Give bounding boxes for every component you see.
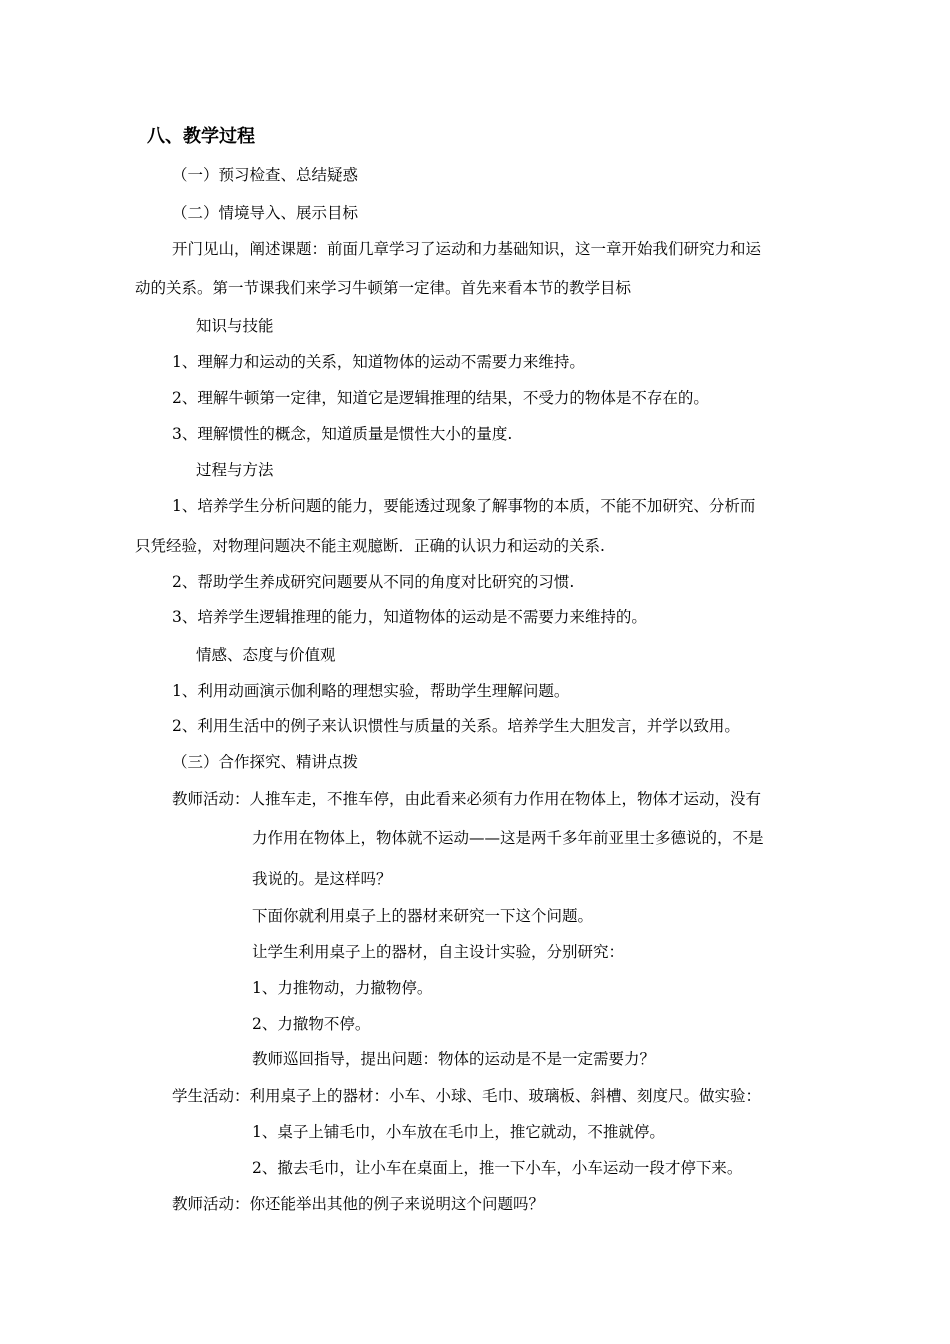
teacher-activity-1-line-8: 教师巡回指导，提出问题：物体的运动是不是一定需要力？ (252, 1050, 656, 1068)
process-title: 过程与方法 (196, 461, 274, 479)
intro-line-1: 开门见山，阐述课题：前面几章学习了运动和力基础知识，这一章开始我们研究力和运 (172, 240, 762, 258)
subsection-3: （三）合作探究、精讲点拨 (172, 753, 359, 771)
subsection-2: （二）情境导入、展示目标 (172, 204, 359, 222)
teacher-activity-1-line-2: 力作用在物体上，物体就不运动——这是两千多年前亚里士多德说的，不是 (252, 829, 764, 847)
student-activity-line-2: 1、桌子上铺毛巾，小车放在毛巾上，推它就动，不推就停。 (252, 1123, 665, 1141)
subsection-1: （一）预习检查、总结疑惑 (172, 166, 359, 184)
teacher-activity-1-line-3: 我说的。是这样吗？ (252, 870, 392, 888)
intro-line-2: 动的关系。第一节课我们来学习牛顿第一定律。首先来看本节的教学目标 (135, 279, 632, 297)
knowledge-item-3: 3、理解惯性的概念，知道质量是惯性大小的量度. (172, 425, 513, 443)
process-item-1-line-2: 只凭经验，对物理问题决不能主观臆断．正确的认识力和运动的关系. (135, 537, 605, 555)
teacher-activity-1-line-6: 1、力推物动，力撤物停。 (252, 979, 433, 997)
section-heading: 八、教学过程 (147, 126, 255, 147)
teacher-activity-1-line-4: 下面你就利用桌子上的器材来研究一下这个问题。 (252, 907, 594, 925)
teacher-activity-1-line-1: 教师活动：人推车走，不推车停，由此看来必须有力作用在物体上，物体才运动，没有 (172, 790, 762, 808)
knowledge-title: 知识与技能 (196, 317, 274, 335)
knowledge-item-2: 2、理解牛顿第一定律，知道它是逻辑推理的结果，不受力的物体是不存在的。 (172, 389, 709, 407)
student-activity-line-1: 学生活动：利用桌子上的器材：小车、小球、毛巾、玻璃板、斜槽、刻度尺。做实验： (172, 1087, 762, 1105)
teacher-activity-1-line-7: 2、力撤物不停。 (252, 1015, 371, 1033)
emotion-title: 情感、态度与价值观 (196, 646, 336, 664)
emotion-item-2: 2、利用生活中的例子来认识惯性与质量的关系。培养学生大胆发言，并学以致用。 (172, 717, 740, 735)
student-activity-line-3: 2、撤去毛巾，让小车在桌面上，推一下小车，小车运动一段才停下来。 (252, 1159, 743, 1177)
emotion-item-1: 1、利用动画演示伽利略的理想实验，帮助学生理解问题。 (172, 682, 570, 700)
process-item-2: 2、帮助学生养成研究问题要从不同的角度对比研究的习惯. (172, 573, 575, 591)
teacher-activity-2-line-1: 教师活动：你还能举出其他的例子来说明这个问题吗？ (172, 1195, 545, 1213)
process-item-1-line-1: 1、培养学生分析问题的能力，要能透过现象了解事物的本质，不能不加研究、分析而 (172, 497, 756, 515)
process-item-3: 3、培养学生逻辑推理的能力，知道物体的运动是不需要力来维持的。 (172, 608, 647, 626)
knowledge-item-1: 1、理解力和运动的关系，知道物体的运动不需要力来维持。 (172, 353, 585, 371)
teacher-activity-1-line-5: 让学生利用桌子上的器材，自主设计实验，分别研究： (252, 943, 625, 961)
